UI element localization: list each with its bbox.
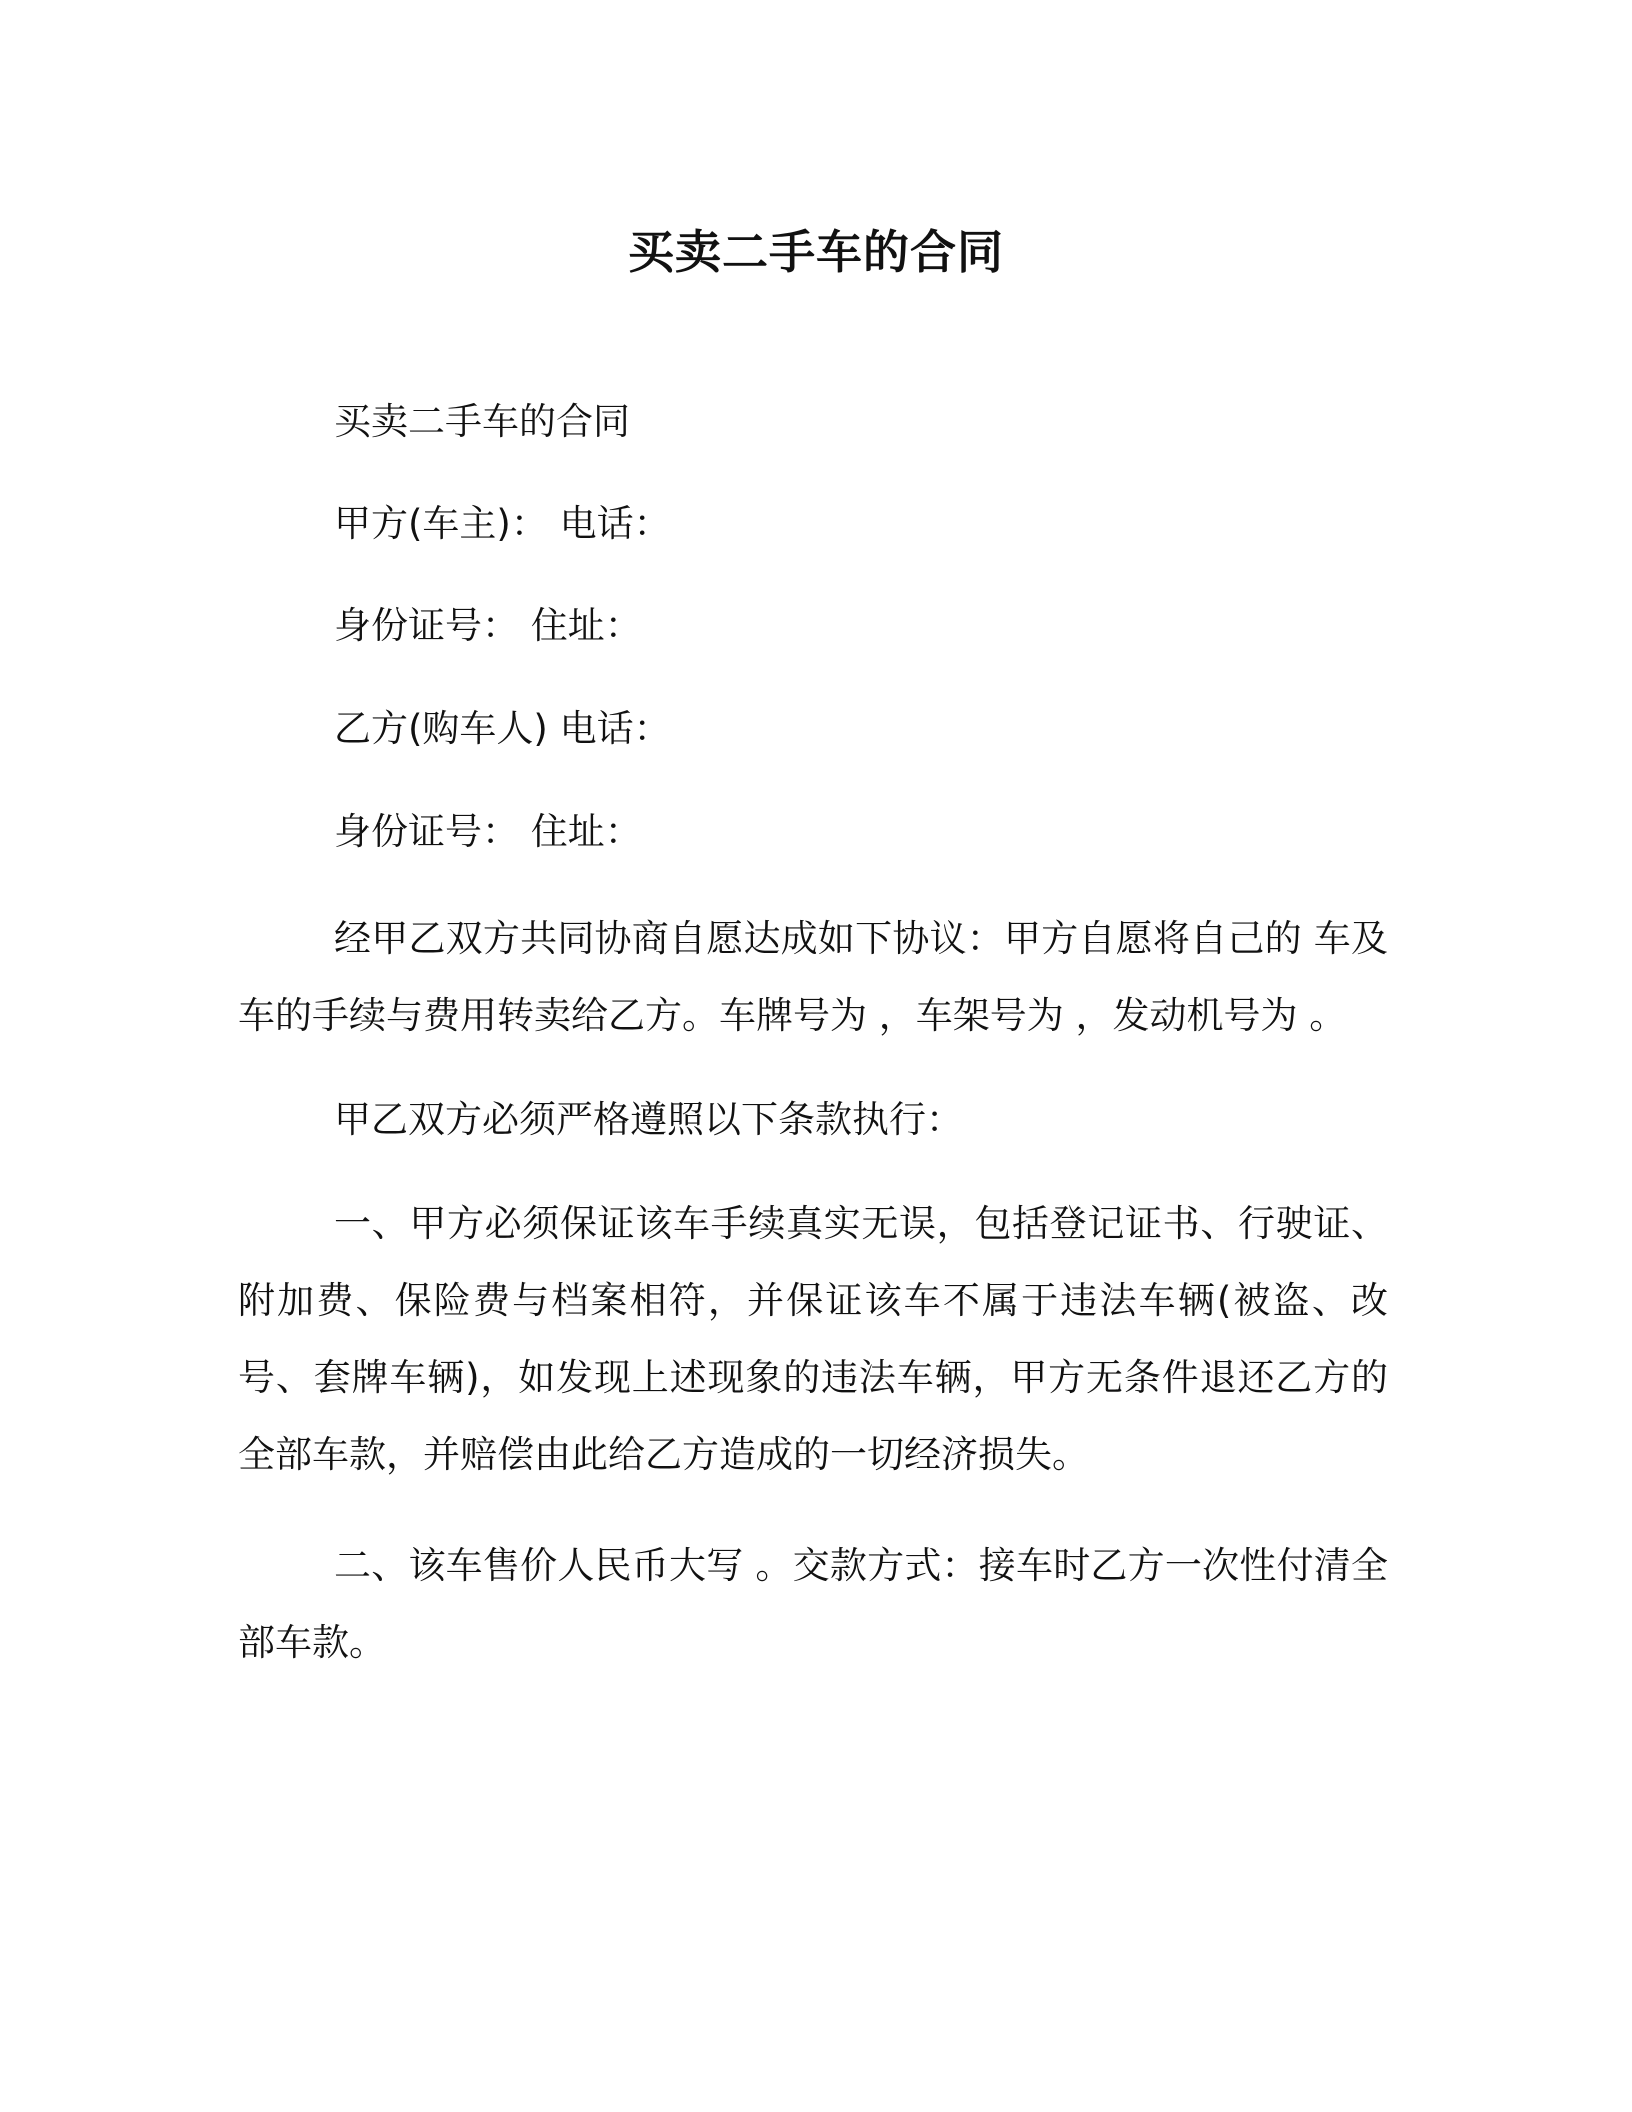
party-a-id-line: 身份证号： 住址：: [334, 604, 642, 647]
document-subtitle: 买卖二手车的合同: [334, 400, 630, 443]
party-b-line: 乙方(购车人) 电话：: [334, 707, 671, 750]
terms-intro: 甲乙双方必须严格遵照以下条款执行：: [334, 1098, 963, 1141]
document-title: 买卖二手车的合同: [628, 225, 1004, 279]
party-b-id-line: 身份证号： 住址：: [334, 810, 642, 853]
agreement-paragraph: 经甲乙双方共同协商自愿达成如下协议：甲方自愿将自己的 车及车的手续与费用转卖给乙方。车牌号为 ，车架号为 ，发动机号为 。: [238, 917, 1388, 1037]
clause-1: 一、甲方必须保证该车手续真实无误，包括登记证书、行驶证、附加费、保险费与档案相符，并保证该车不属于违法车辆(被盗、改号、套牌车辆)，如发现上述现象的违法车辆，甲方无条件退还乙方的全部车款，并赔偿由此给乙方造成的一切经济损失。: [238, 1202, 1388, 1476]
party-a-line: 甲方(车主)： 电话：: [334, 502, 671, 545]
clause-2: 二、该车售价人民币大写 。交款方式：接车时乙方一次性付清全部车款。: [238, 1544, 1388, 1664]
